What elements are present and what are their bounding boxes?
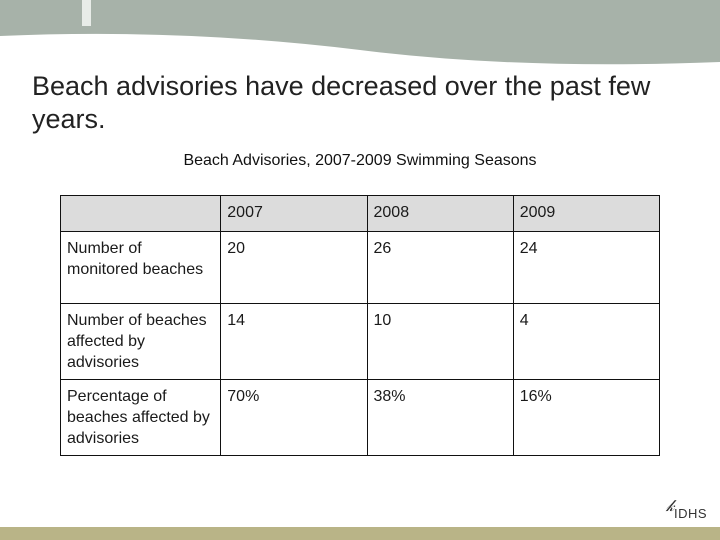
- header-cell-empty: [61, 196, 221, 232]
- cell-value: 38%: [367, 380, 513, 456]
- table-caption: Beach Advisories, 2007-2009 Swimming Seasons: [183, 152, 537, 169]
- header-decoration: [0, 0, 720, 70]
- row-label: Number of monitored beaches: [61, 232, 221, 304]
- cell-value: 14: [221, 304, 367, 380]
- footer-band: [0, 527, 720, 540]
- table-header-row: [61, 196, 660, 232]
- header-cell-2008: 2008: [367, 196, 513, 232]
- table-row: [61, 304, 660, 380]
- header-cell-2009: 2009: [513, 196, 659, 232]
- table-row: [61, 380, 660, 456]
- cell-value: 16%: [513, 380, 659, 456]
- slide-title: Beach advisories have decreased over the past few years.: [32, 71, 651, 134]
- cell-value: 10: [367, 304, 513, 380]
- header-cell-2007: 2007: [221, 196, 367, 232]
- row-label: Number of beaches affected by advisories: [61, 304, 221, 380]
- row-label: Percentage of beaches affected by advisories: [61, 380, 221, 456]
- table-row: [61, 232, 660, 304]
- idhs-logo: [666, 498, 706, 522]
- cell-value: 70%: [221, 380, 367, 456]
- cell-value: 26: [367, 232, 513, 304]
- logo-text: IDHS: [674, 506, 708, 521]
- cell-value: 20: [221, 232, 367, 304]
- cell-value: 4: [513, 304, 659, 380]
- cell-value: 24: [513, 232, 659, 304]
- logo-figure-icon: 𝓀: [666, 498, 675, 515]
- advisories-table: [60, 195, 660, 456]
